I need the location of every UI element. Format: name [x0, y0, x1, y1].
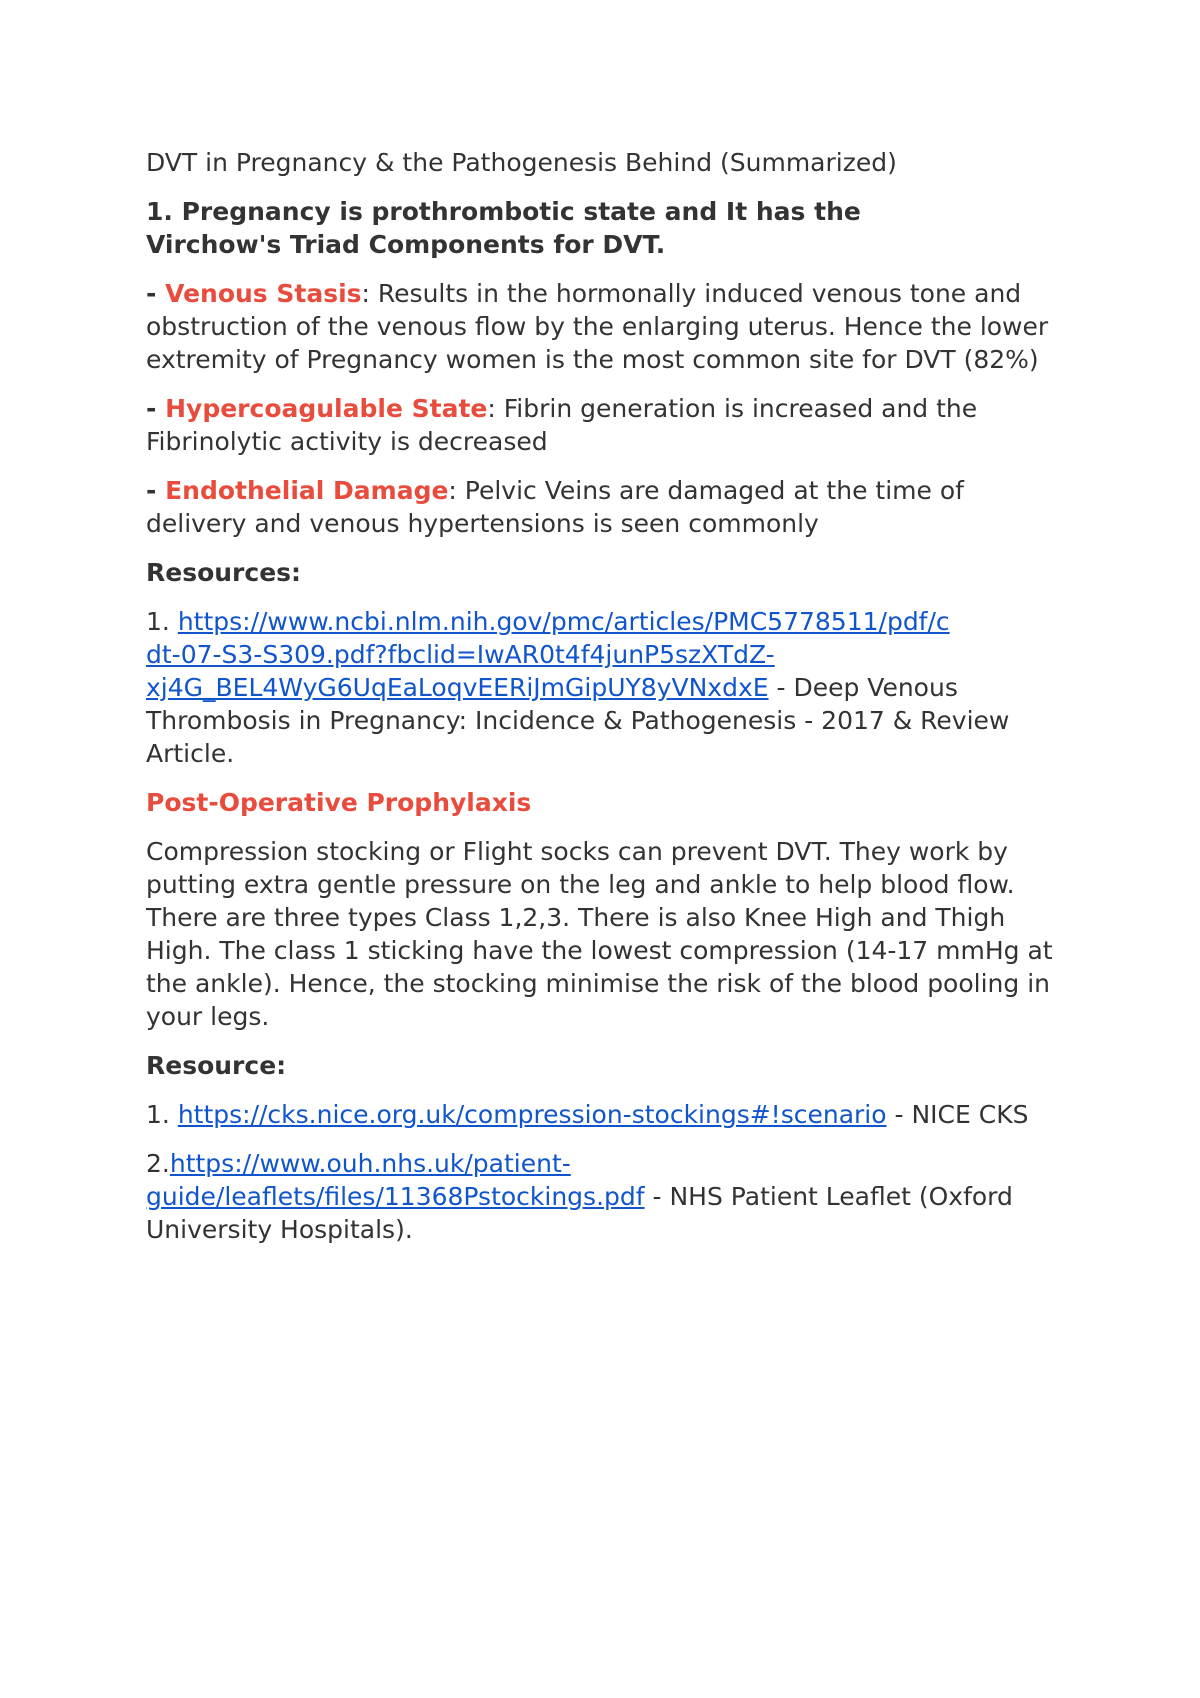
link-line: https://www.ncbi.nlm.nih.gov/pmc/articles/PMC5778511/pdf/c: [177, 607, 950, 636]
section-heading-line1: 1. Pregnancy is prothrombotic state and It has the: [146, 197, 861, 226]
resource-heading: Resource:: [146, 1051, 287, 1080]
item-venous-stasis: [146, 277, 1066, 376]
item-text: Pelvic Veins are damaged at the time of delivery and venous hypertensions is seen commonly: [146, 476, 964, 538]
item-text: Results in the hormonally induced venous tone and obstruction of the venous flow by the enlarging uterus. Hence the lower extremity of Pregnancy women is the most common site for DVT (82%): [146, 279, 1049, 374]
section-heading-line2: Virchow's Triad Components for DVT.: [146, 230, 666, 259]
term-venous-stasis: Venous Stasis: [165, 279, 362, 308]
item-text: Fibrin generation is increased and the Fibrinolytic activity is decreased: [146, 394, 978, 456]
resource-number: 2.: [146, 1149, 170, 1178]
link-line: dt-07-S3-S309.pdf?fbclid=IwAR0t4f4junP5szXTdZ-: [146, 640, 775, 669]
term-separator: :: [361, 279, 378, 308]
prophylaxis-body: Compression stocking or Flight socks can prevent DVT. They work by putting extra gentle pressure on the leg and ankle to help blood flow. There are three types Class 1,2,3. There is also Knee High and Thigh High. The class 1 sticking have the lowest compression (14-17 mmHg at the ankle). Hence, the stocking minimise the risk of the blood pooling in your legs.: [146, 837, 1053, 1031]
resource-item-nhs: [146, 1147, 1066, 1246]
resource-number: 1.: [146, 1100, 178, 1129]
resource-number: 1.: [146, 607, 178, 636]
link-line: xj4G_BEL4WyG6UqEaLoqvEERiJmGipUY8yVNxdxE: [146, 673, 769, 702]
resource-description: - NICE CKS: [886, 1100, 1029, 1129]
resource-description: - Deep Venous Thrombosis in Pregnancy: Incidence & Pathogenesis - 2017 & Review Article.: [146, 673, 1010, 768]
resources-heading: Resources:: [146, 558, 302, 587]
term-separator: :: [448, 476, 465, 505]
term-hypercoagulable-state: Hypercoagulable State: [165, 394, 488, 423]
item-hypercoagulable-state: [146, 392, 1066, 458]
document-title: DVT in Pregnancy & the Pathogenesis Behind (Summarized): [146, 148, 897, 177]
link-line: guide/leaflets/files/11368Pstockings.pdf: [146, 1182, 645, 1211]
term-endothelial-damage: Endothelial Damage: [165, 476, 449, 505]
resource-item-nice: [146, 1098, 1066, 1131]
document-page: [146, 146, 1066, 1262]
bullet-dash: -: [146, 279, 166, 308]
nhs-leaflet-link[interactable]: [146, 1149, 645, 1211]
nice-cks-link[interactable]: https://cks.nice.org.uk/compression-stockings#!scenario: [177, 1100, 887, 1129]
resource-item-ncbi: [146, 605, 1066, 770]
section-heading-virchow: [146, 195, 1066, 261]
bullet-dash: -: [146, 476, 166, 505]
bullet-dash: -: [146, 394, 166, 423]
resource-description: - NHS Patient Leaflet (Oxford University Hospitals).: [146, 1182, 1013, 1244]
item-endothelial-damage: [146, 474, 1066, 540]
term-separator: :: [487, 394, 504, 423]
link-line: https://www.ouh.nhs.uk/patient-: [169, 1149, 571, 1178]
prophylaxis-heading: Post-Operative Prophylaxis: [146, 788, 532, 817]
